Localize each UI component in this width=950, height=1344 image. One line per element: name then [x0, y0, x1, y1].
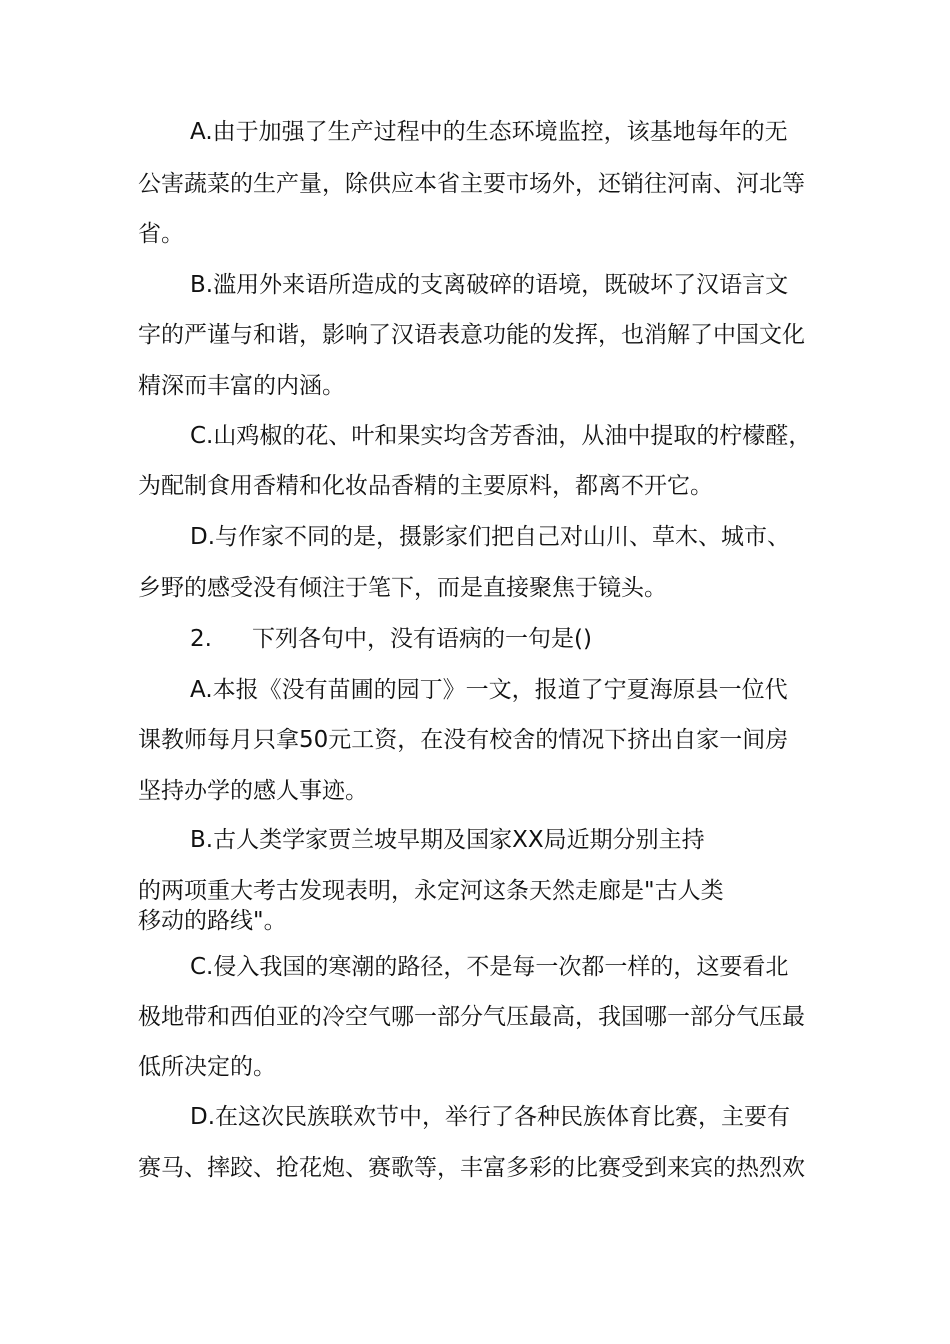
q1-option-c-line-2: 为配制食用香精和化妆品香精的主要原料，都离不开它。: [138, 473, 713, 499]
q2-option-c-line-1: C.侵入我国的寒潮的路径，不是每一次都一样的，这要看北: [190, 954, 789, 980]
q1-option-a-line-3: 省。: [138, 221, 184, 247]
q2-option-a-line-1: A.本报《没有苗圃的园丁》一文，报道了宁夏海原县一位代: [190, 677, 788, 703]
q1-option-b-line-3: 精深而丰富的内涵。: [138, 373, 345, 399]
q1-option-d-line-1: D.与作家不同的是，摄影家们把自己对山川、草木、城市、: [190, 524, 791, 550]
q2-option-b-line-2: 的两项重大考古发现表明，永定河这条天然走廊是"古人类: [138, 878, 724, 904]
q1-option-a-line-2: 公害蔬菜的生产量，除供应本省主要市场外，还销往河南、河北等: [138, 171, 805, 197]
q2-option-a-line-3: 坚持办学的感人事迹。: [138, 778, 368, 804]
q1-option-d-line-2: 乡野的感受没有倾注于笔下，而是直接聚焦于镜头。: [138, 575, 667, 601]
q1-option-b-line-2: 字的严谨与和谐，影响了汉语表意功能的发挥，也消解了中国文化: [138, 322, 805, 348]
q2-option-b-line-3: 移动的路线"。: [138, 908, 287, 934]
q2-option-d-line-1: D.在这次民族联欢节中，举行了各种民族体育比赛，主要有: [190, 1104, 791, 1130]
q1-option-c-line-1: C.山鸡椒的花、叶和果实均含芳香油，从油中提取的柠檬醛，: [190, 423, 812, 449]
q2-option-b-line-1: B.古人类学家贾兰坡早期及国家XX局近期分别主持: [190, 827, 705, 853]
q2-option-c-line-3: 低所决定的。: [138, 1054, 276, 1080]
q2-stem: [190, 624, 830, 654]
q2-option-a-line-2: 课教师每月只拿50元工资，在没有校舍的情况下挤出自家一间房: [138, 727, 789, 753]
q2-option-c-line-2: 极地带和西伯亚的冷空气哪一部分气压最高，我国哪一部分气压最: [138, 1004, 805, 1030]
q2-option-d-line-2: 赛马、摔跤、抢花炮、赛歌等，丰富多彩的比赛受到来宾的热烈欢: [138, 1155, 805, 1181]
q1-option-b-line-1: B.滥用外来语所造成的支离破碎的语境，既破坏了汉语言文: [190, 272, 789, 298]
q2-stem-text: 下列各句中，没有语病的一句是(): [252, 626, 592, 652]
q1-option-a-line-1: A.由于加强了生产过程中的生态环境监控，该基地每年的无: [190, 119, 788, 145]
q2-number: 2.: [190, 626, 212, 652]
